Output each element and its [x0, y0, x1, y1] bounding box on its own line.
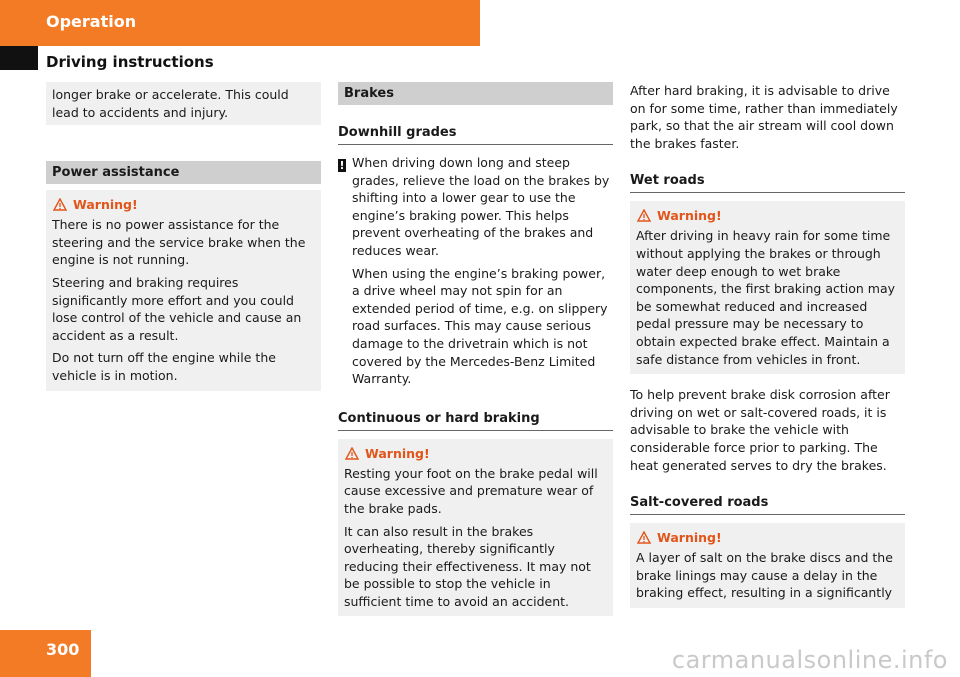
warning-paragraph: After driving in heavy rain for some time without applying the brakes or through water deep enough to wet brake components, the first braking action may be somewhat reduced and increased pedal pressure may be necessary to obtain expected brake effect. Maintain a safe distance from vehicles in front.	[636, 228, 896, 367]
warning-title: Warning!	[636, 207, 899, 224]
watermark: carmanualsonline.info	[671, 646, 948, 674]
corrosion-text: To help prevent brake disk corrosion after driving on wet or salt-covered roads, it is advisable to brake the vehicle with considerable force prior to parking. The heat generated serves to dry the brakes.	[630, 387, 890, 473]
warning-title: Warning!	[344, 445, 607, 462]
continuous-braking-heading: Continuous or hard braking	[338, 410, 613, 431]
header-tab-marker	[0, 46, 38, 70]
downhill-note	[338, 154, 613, 388]
page-number: 300	[46, 640, 80, 659]
warning-triangle-icon	[637, 531, 651, 544]
downhill-grades-heading: Downhill grades	[338, 124, 613, 145]
note-paragraph: When driving down long and steep grades, relieve the load on the brakes by shifting into a lower gear to use the engine’s braking power. This helps prevent overheating of the brakes and reduces wear.	[352, 155, 610, 258]
warning-paragraph: Steering and braking requires significantly more effort and you could lose control of the vehicle and cause an accident as a result.	[52, 274, 302, 343]
salt-roads-heading: Salt-covered roads	[630, 494, 905, 515]
wet-warning-box	[630, 201, 905, 374]
warning-paragraph: Resting your foot on the brake pedal will cause excessive and premature wear of the brake pads.	[344, 465, 598, 516]
warning-triangle-icon	[637, 209, 651, 222]
continuation-box	[46, 82, 321, 125]
continuation-text: longer brake or accelerate. This could lead to accidents and injury.	[52, 87, 289, 120]
section-title: Operation	[46, 12, 137, 31]
warning-paragraph: There is no power assistance for the steering and the service brake when the engine is not running.	[52, 217, 306, 268]
brakes-heading: Brakes	[338, 82, 613, 105]
column-2	[338, 82, 613, 616]
column-1	[46, 82, 321, 391]
power-assistance-heading: Power assistance	[46, 161, 321, 184]
warning-paragraph: Do not turn off the engine while the vehicle is in motion.	[52, 350, 276, 383]
wet-roads-heading: Wet roads	[630, 172, 905, 193]
column-3	[630, 82, 905, 608]
warning-paragraph: A layer of salt on the brake discs and the brake linings may cause a delay in the braking effect, resulting in a significantly	[636, 550, 893, 601]
continuous-warning-box	[338, 439, 613, 617]
note-paragraph: When using the engine’s braking power, a drive wheel may not spin for an extended period of time, e.g. on slippery road surfaces. This may cause serious damage to the drivetrain which is not covered by the Mercedes-Benz Limited Warranty.	[352, 265, 608, 387]
warning-title: Warning!	[52, 196, 315, 213]
subsection-title: Driving instructions	[46, 53, 214, 71]
warning-paragraph: It can also result in the brakes overheating, thereby significantly reducing their effectiveness. It may not be possible to stop the vehicle in sufficient time to avoid an accident.	[344, 523, 591, 609]
warning-triangle-icon	[53, 198, 67, 211]
power-warning-box	[46, 190, 321, 390]
warning-title: Warning!	[636, 529, 899, 546]
warning-triangle-icon	[345, 447, 359, 460]
salt-warning-box	[630, 523, 905, 608]
note-exclamation-icon: !	[339, 159, 345, 172]
hard-braking-text: After hard braking, it is advisable to drive on for some time, rather than immediately park, so that the air stream will cool down the brakes faster.	[630, 83, 898, 151]
